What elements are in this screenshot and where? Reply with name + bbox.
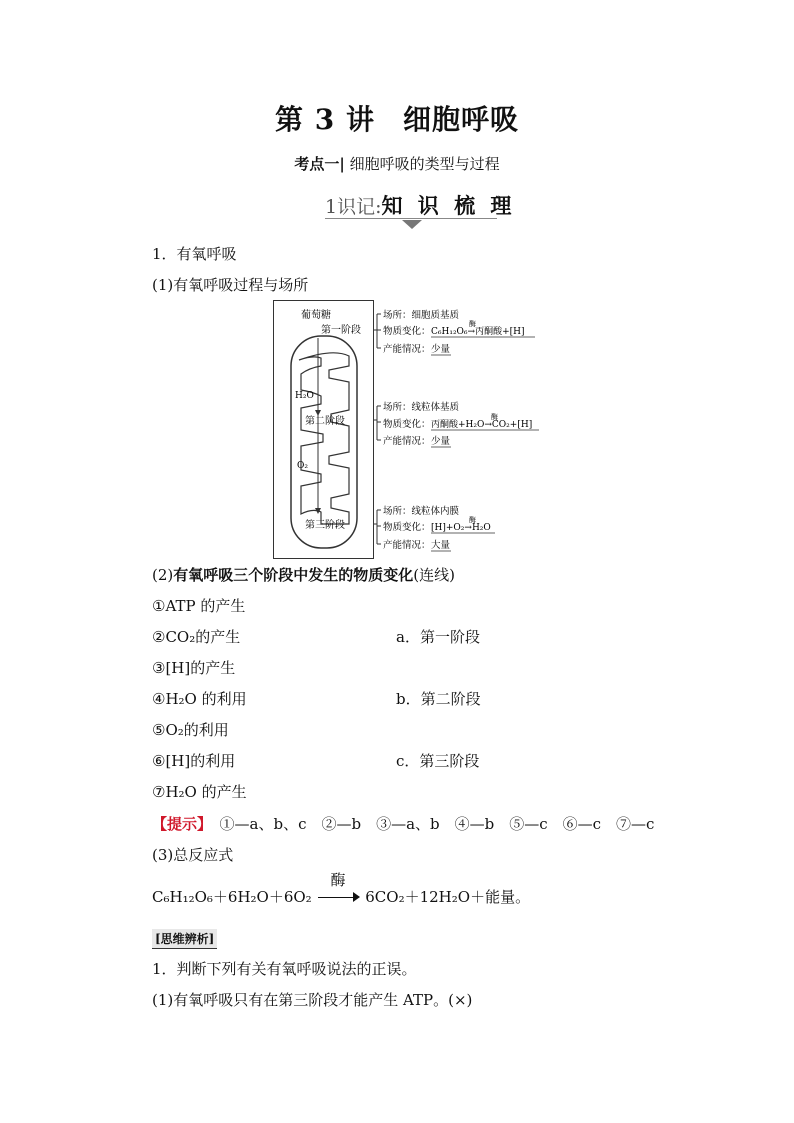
stage1-place: 场所：细胞质基质 [383,310,460,321]
section1-heading: 1．有氧呼吸 [152,245,237,263]
equation-products: 6CO₂＋12H₂O＋能量。 [365,888,531,906]
glucose-label: 葡萄糖 [301,310,331,321]
banner-step: 1识记: [325,196,382,218]
stage2-place: 场所：线粒体基质 [383,402,460,413]
left-item-3: ③[H]的产生 [152,659,236,677]
answer-tip [152,813,654,834]
total-equation [152,871,531,907]
exam-point-label: 考点一| [294,155,345,173]
banner-triangle-icon [402,220,422,229]
stage1-label: 第一阶段 [321,325,361,336]
stage3-energy: 大量 [431,540,451,551]
tip-text: ①—a、b、c ②—b ③—a、b ④—b ⑤—c ⑥—c ⑦—c [219,815,655,833]
page-title [0,98,794,138]
section2-heading-suffix: (连线) [413,566,455,584]
left-item-1: ①ATP 的产生 [152,597,246,615]
exam-point-heading [0,153,794,174]
question-heading: 1．判断下列有关有氧呼吸说法的正误。 [152,960,417,978]
stage1-change: C₆H₁₂O₆→丙酮酸+[H] [431,327,525,337]
stage3-place: 场所：线粒体内膜 [383,506,460,517]
section2-heading [152,564,455,585]
stage3-label: 第三阶段 [305,520,345,531]
arrow-head-icon [353,892,360,902]
h2o-input-label: H₂O [295,391,314,401]
enzyme-arrow [316,871,360,905]
stage1-bracket [373,314,381,348]
tip-label: 【提示】 [152,815,205,833]
o2-input-label: O₂ [297,461,308,471]
title-topic: 细胞呼吸 [402,103,519,136]
stage1-energy-label: 产能情况： [383,344,431,355]
stage2-enzyme: 酶 [491,413,498,421]
stage3-change-label: 物质变化： [383,522,431,533]
equation-reactants: C₆H₁₂O₆＋6H₂O＋6O₂ [152,888,312,906]
stage3-enzyme: 酶 [469,516,476,524]
left-item-5: ⑤O₂的利用 [152,721,229,739]
right-item-c: c．第三阶段 [396,752,480,770]
section2-heading-num: (2) [152,566,174,584]
right-item-b: b．第二阶段 [396,690,481,708]
exam-point-text: 细胞呼吸的类型与过程 [349,155,500,173]
stage3-bracket [373,510,381,544]
stage2-energy: 少量 [431,436,451,447]
stage2-energy-label: 产能情况： [383,436,431,447]
arrow-line [318,897,354,898]
stage1-change-label: 物质变化： [383,326,431,337]
stage3-change: [H]+O₂→H₂O [431,523,491,533]
section1-subheading: (1)有氧呼吸过程与场所 [152,276,309,294]
stage2-change: 丙酮酸+H₂O→CO₂+[H] [431,420,533,430]
stage2-label: 第二阶段 [305,416,345,427]
question-1: (1)有氧呼吸只有在第三阶段才能产生 ATP。(×) [152,991,473,1009]
banner-underline [325,218,497,219]
stage3-energy-label: 产能情况： [383,540,431,551]
enzyme-label: 酶 [330,871,346,889]
stage1-energy: 少量 [431,344,451,355]
stage2-bracket [373,406,381,440]
left-item-2: ②CO₂的产生 [152,628,241,646]
left-item-6: ⑥[H]的利用 [152,752,236,770]
thinking-label: [思维辨析] [152,929,217,949]
stage1-enzyme: 酶 [469,320,476,328]
section3-heading: (3)总反应式 [152,846,234,864]
stage2-change-label: 物质变化： [383,419,431,430]
left-item-4: ④H₂O 的利用 [152,690,247,708]
mitochondria-diagram [273,300,543,560]
section2-heading-bold: 有氧呼吸三个阶段中发生的物质变化 [173,566,414,584]
right-item-a: a．第一阶段 [396,628,480,646]
left-item-7: ⑦H₂O 的产生 [152,783,247,801]
section-banner [325,190,515,218]
title-lecture-number: 第 3 讲 [275,103,375,136]
banner-title: 知 识 梳 理 [381,193,516,218]
